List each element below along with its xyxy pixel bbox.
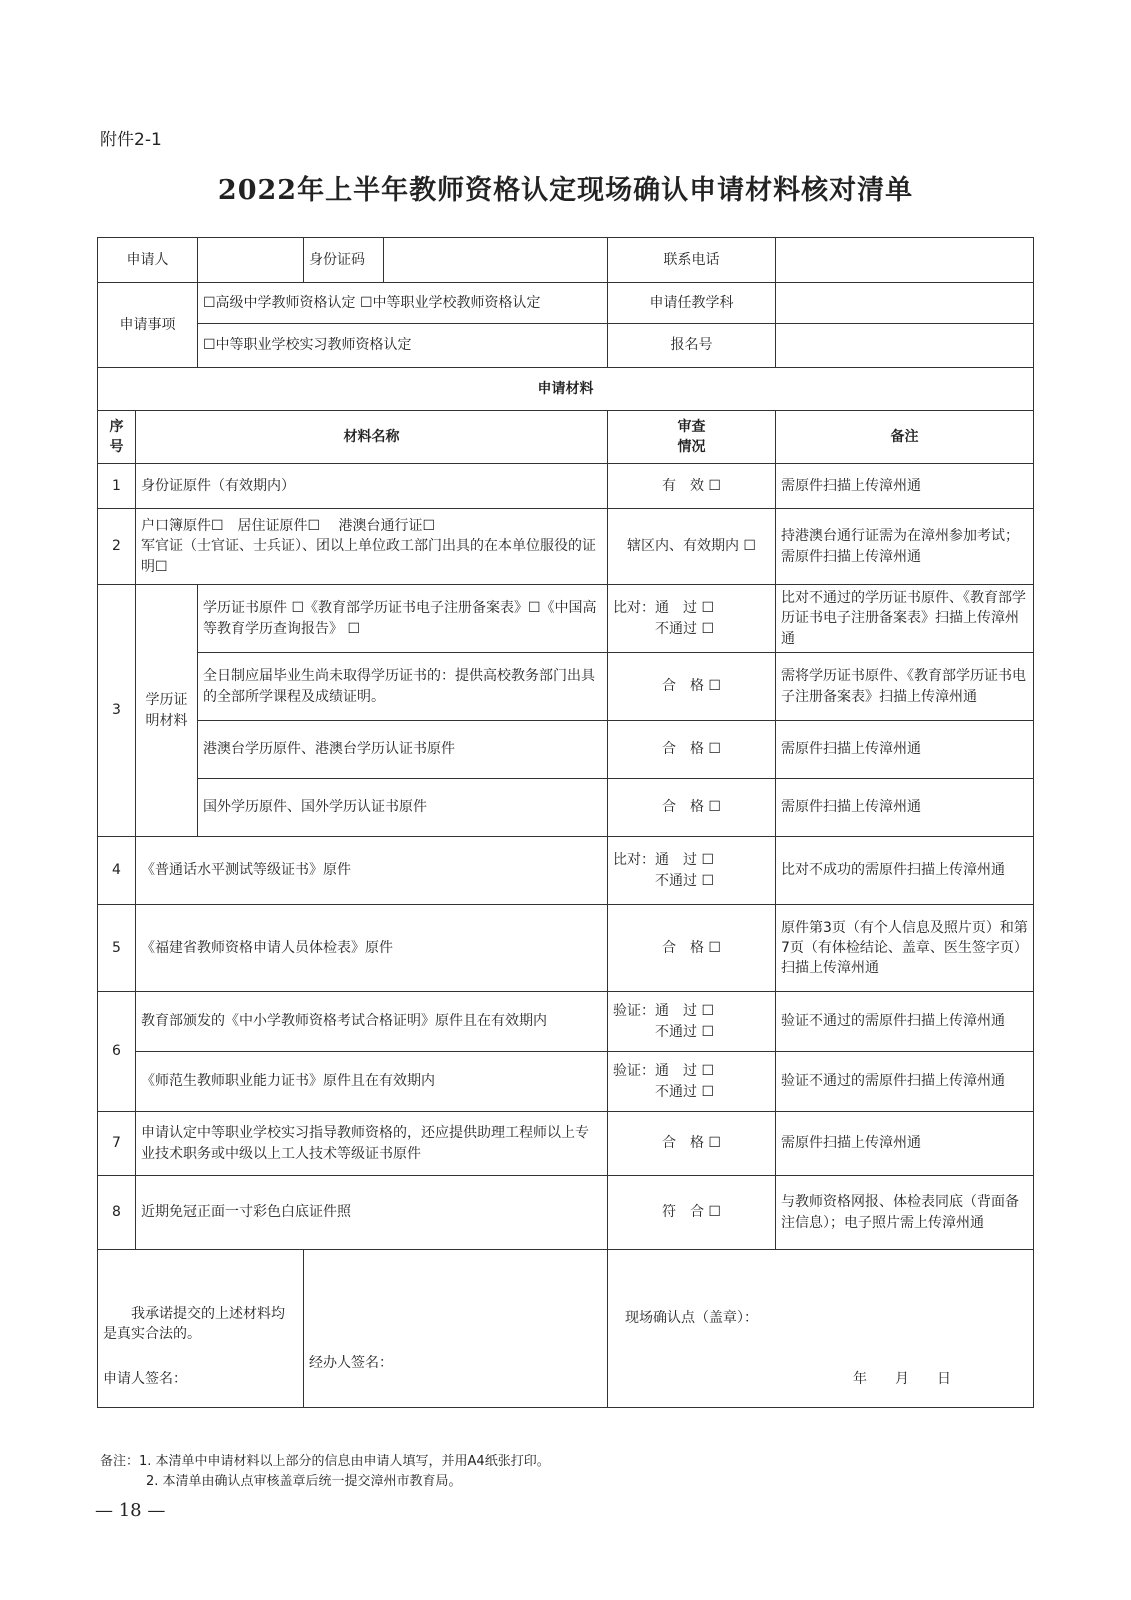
- table-row: [98, 464, 1034, 509]
- material-name: 港澳台学历原件、港澳台学历认证书原件: [198, 721, 608, 779]
- apply-option-2[interactable]: ☐中等职业学校实习教师资格认定: [198, 324, 608, 368]
- remark: 持港澳台通行证需为在漳州参加考试；需原件扫描上传漳州通: [776, 509, 1034, 585]
- remark: 比对不通过的学历证书原件、《教育部学历证书电子注册备案表》扫描上传漳州通: [776, 585, 1034, 653]
- material-name: 《普通话水平测试等级证书》原件: [136, 837, 608, 905]
- id-number-label: 身份证码: [304, 238, 384, 283]
- category-label: 学历证明材料: [136, 585, 198, 837]
- phone-field[interactable]: [776, 238, 1034, 283]
- row-no: 8: [98, 1176, 136, 1250]
- row-no: 4: [98, 837, 136, 905]
- table-row: [98, 837, 1034, 905]
- material-name: 《师范生教师职业能力证书》原件且在有效期内: [136, 1052, 608, 1112]
- material-name: 《福建省教师资格申请人员体检表》原件: [136, 905, 608, 992]
- handler-signature-label: 经办人签名：: [309, 1355, 393, 1372]
- applicant-promise-cell[interactable]: [98, 1250, 304, 1408]
- date-label: 年 月 日: [853, 1370, 951, 1387]
- subject-field[interactable]: [776, 283, 1034, 324]
- material-name: 户口簿原件☐ 居住证原件☐ 港澳台通行证☐ 军官证（士官证、士兵证）、团以上单位政工部门出具的在本单位服役的证明☐: [136, 509, 608, 585]
- check-status[interactable]: 符 合 ☐: [608, 1176, 776, 1250]
- check-status[interactable]: 验证：通 过 ☐ 不通过 ☐: [608, 992, 776, 1052]
- table-row: [98, 509, 1034, 585]
- row-no: 3: [98, 585, 136, 837]
- material-name: 国外学历原件、国外学历认证书原件: [198, 779, 608, 837]
- handler-signature-cell[interactable]: [304, 1250, 608, 1408]
- page-title: 2022年上半年教师资格认定现场确认申请材料核对清单: [217, 175, 914, 206]
- table-row: [98, 1176, 1034, 1250]
- col-check-header: 审查 情况: [608, 411, 776, 464]
- footnote-2: 2. 本清单由确认点审核盖章后统一提交漳州市教育局。: [146, 1473, 462, 1489]
- applicant-signature-label: 申请人签名：: [103, 1370, 187, 1387]
- apply-item-label: 申请事项: [98, 283, 198, 368]
- phone-label: 联系电话: [608, 238, 776, 283]
- table-row: [98, 721, 1034, 779]
- table-row: [98, 992, 1034, 1052]
- check-status[interactable]: 比对：通 过 ☐ 不通过 ☐: [608, 837, 776, 905]
- check-status[interactable]: 合 格 ☐: [608, 779, 776, 837]
- remark: 与教师资格网报、体检表同底（背面备注信息）；电子照片需上传漳州通: [776, 1176, 1034, 1250]
- check-status[interactable]: 辖区内、有效期内 ☐: [608, 509, 776, 585]
- col-remark-header: 备注: [776, 411, 1034, 464]
- check-status[interactable]: 合 格 ☐: [608, 721, 776, 779]
- reg-no-field[interactable]: [776, 324, 1034, 368]
- check-status[interactable]: 合 格 ☐: [608, 905, 776, 992]
- applicant-field[interactable]: [198, 238, 304, 283]
- table-row: [98, 1112, 1034, 1176]
- site-confirm-label: 现场确认点（盖章）：: [625, 1310, 758, 1327]
- table-row: [98, 779, 1034, 837]
- material-name: 学历证书原件 ☐《教育部学历证书电子注册备案表》☐《中国高等教育学历查询报告》 ☐: [198, 585, 608, 653]
- row-no: 7: [98, 1112, 136, 1176]
- attachment-label: 附件2-1: [100, 130, 162, 150]
- remark: 需将学历证书原件、《教育部学历证书电子注册备案表》扫描上传漳州通: [776, 653, 1034, 721]
- remark: 需原件扫描上传漳州通: [776, 1112, 1034, 1176]
- row-no: 2: [98, 509, 136, 585]
- remark: 需原件扫描上传漳州通: [776, 779, 1034, 837]
- reg-no-label: 报名号: [608, 324, 776, 368]
- material-name: 教育部颁发的《中小学教师资格考试合格证明》原件且在有效期内: [136, 992, 608, 1052]
- remark: 比对不成功的需原件扫描上传漳州通: [776, 837, 1034, 905]
- row-no: 5: [98, 905, 136, 992]
- remark: 原件第3页（有个人信息及照片页）和第7页（有体检结论、盖章、医生签字页）扫描上传漳州通: [776, 905, 1034, 992]
- remark: 验证不通过的需原件扫描上传漳州通: [776, 1052, 1034, 1112]
- material-name: 全日制应届毕业生尚未取得学历证书的：提供高校教务部门出具的全部所学课程及成绩证明。: [198, 653, 608, 721]
- subject-label: 申请任教学科: [608, 283, 776, 324]
- footnote-1: 备注：1. 本清单中申请材料以上部分的信息由申请人填写，并用A4纸张打印。: [100, 1454, 550, 1469]
- remark: 验证不通过的需原件扫描上传漳州通: [776, 992, 1034, 1052]
- material-name: 近期免冠正面一寸彩色白底证件照: [136, 1176, 608, 1250]
- site-confirm-cell[interactable]: [608, 1250, 1034, 1408]
- remark: 需原件扫描上传漳州通: [776, 721, 1034, 779]
- promise-text: 我承诺提交的上述材料均是真实合法的。: [103, 1306, 285, 1343]
- table-row: [98, 1052, 1034, 1112]
- check-status[interactable]: 验证：通 过 ☐ 不通过 ☐: [608, 1052, 776, 1112]
- col-no-header: 序号: [98, 411, 136, 464]
- table-row: [98, 905, 1034, 992]
- remark: 需原件扫描上传漳州通: [776, 464, 1034, 509]
- page-number: — 18 —: [95, 1500, 166, 1521]
- material-name: 身份证原件（有效期内）: [136, 464, 608, 509]
- check-status[interactable]: 合 格 ☐: [608, 1112, 776, 1176]
- table-row: [98, 653, 1034, 721]
- col-name-header: 材料名称: [136, 411, 608, 464]
- row-no: 1: [98, 464, 136, 509]
- applicant-label: 申请人: [98, 238, 198, 283]
- table-row: [98, 585, 1034, 653]
- footnotes: [100, 1452, 550, 1491]
- check-status[interactable]: 合 格 ☐: [608, 653, 776, 721]
- check-status[interactable]: 有 效 ☐: [608, 464, 776, 509]
- material-name: 申请认定中等职业学校实习指导教师资格的，还应提供助理工程师以上专业技术职务或中级以上工人技术等级证书原件: [136, 1112, 608, 1176]
- materials-title: 申请材料: [98, 368, 1034, 411]
- check-status[interactable]: 比对：通 过 ☐ 不通过 ☐: [608, 585, 776, 653]
- checklist-table: [97, 237, 1034, 1408]
- apply-option-1[interactable]: ☐高级中学教师资格认定 ☐中等职业学校教师资格认定: [198, 283, 608, 324]
- row-no: 6: [98, 992, 136, 1112]
- id-number-field[interactable]: [384, 238, 608, 283]
